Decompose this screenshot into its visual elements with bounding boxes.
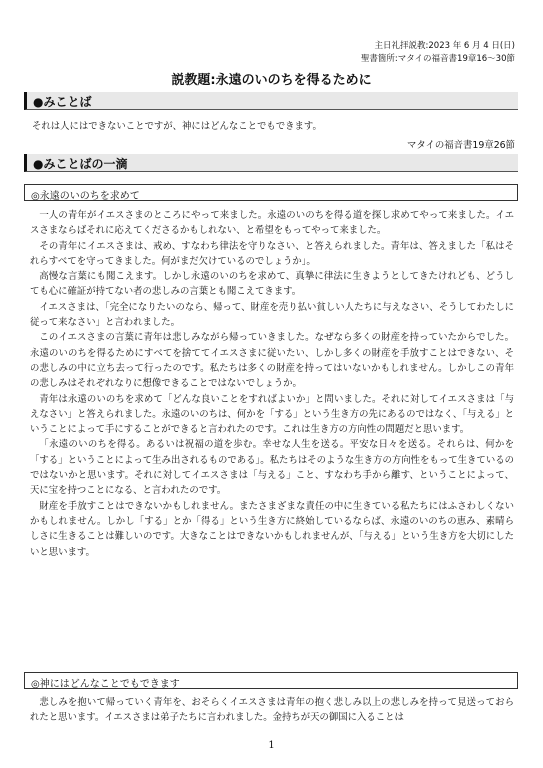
scripture-reference: 聖書箇所:マタイの福音書19章16～30節 bbox=[360, 54, 515, 64]
paragraph: このイエスさまの言葉に青年は悲しみながら帰っていきました。なぜなら多くの財産を持っていたからでした。永遠のいのちを得るためにすべてを捨ててイエスさまに従いたい、しかし多くの財産を手放すことはできない、その悲しみの中に立ち去って行ったのです。私たちは多くの財産を持ってはいないかもしれません。しかしこの青年の悲しみはそれぞれなりに想像できることではないでしょうか。 bbox=[30, 332, 514, 390]
section-heading-drop-label: ●みことばの一滴 bbox=[33, 157, 128, 171]
key-verse: それは人にはできないことですが、神にはどんなことでもできます。 bbox=[32, 121, 322, 132]
sermon-title: 説教題:永遠のいのちを得るために bbox=[171, 73, 372, 88]
subheading-god-can-do bbox=[24, 672, 518, 689]
paragraph: 財産を手放すことはできないかもしれません。またさまざまな責任の中に生きている私たちにはふさわしくないかもしれません。しかし「する」とか「得る」という生き方に終始しているならば、永遠のいのちの恵み、素晴らしさに生きることは難しいのです。大きなことはできないかもしれませんが、「与える」という生き方を大切にしたいと思います。 bbox=[30, 500, 514, 558]
paragraph: 悲しみを抱いて帰っていく青年を、おそらくイエスさまは青年の抱く悲しみ以上の悲しみを持って見送っておられたと思います。イエスさまは弟子たちに言われました。金持ちが天の御国に入ることは bbox=[30, 697, 514, 724]
section-heading-word bbox=[24, 92, 518, 110]
section-heading-word-label: ●みことば bbox=[33, 95, 92, 109]
subheading-eternal-life-label: ◎永遠のいのちを求めて bbox=[31, 191, 140, 202]
paragraph: 高慢な言葉にも聞こえます。しかし永遠のいのちを求めて、真摯に律法に生きようとしてきたけれども、どうしても心に確証が持てない者の悲しみの言葉とも聞こえてきます。 bbox=[30, 271, 514, 298]
paragraph: 「永遠のいのちを得る。あるいは祝福の道を歩む。幸せな人生を送る。平安な日々を送る。それらは、何かを「する」ということによって生み出されるものである」。私たちはそのような生き方の方向性をもって生きているのではないかと思います。それに対してイエスさまは「与える」こと、すなわち手から離す、ということによって、天に宝を持つことになる、と言われたのです。 bbox=[30, 439, 514, 497]
sermon-date: 主日礼拝説教:2023 年 6 月 4 日(日) bbox=[374, 41, 515, 51]
subheading-eternal-life bbox=[24, 184, 518, 201]
paragraph: その青年にイエスさまは、戒め、すなわち律法を守りなさい、と答えられました。青年は、答えました「私はそれらすべてを守ってきました。何がまだ欠けているのでしょうか」。 bbox=[30, 240, 514, 267]
sermon-body-2 bbox=[30, 695, 514, 726]
sermon-body-1 bbox=[30, 208, 514, 560]
page-number: 1 bbox=[268, 740, 275, 751]
paragraph: 青年は永遠のいのちを求めて「どんな良いことをすればよいか」と問いました。それに対してイエスさまは「与えなさい」と答えられました。永遠のいのちは、何かを「する」という生き方の先にあるのではなく、「与える」ということによって手にすることができると言われたのです。これは生き方の方向性の問題だと思います。 bbox=[30, 393, 514, 436]
subheading-god-can-do-label: ◎神にはどんなことでもできます bbox=[31, 679, 180, 690]
paragraph: イエスさまは、「完全になりたいのなら、帰って、財産を売り払い貧しい人たちに与えなさい、そうしてわたしに従って来なさい」と言われました。 bbox=[30, 301, 514, 329]
section-heading-drop bbox=[24, 154, 518, 172]
paragraph: 一人の青年がイエスさまのところにやって来ました。永遠のいのちを得る道を探し求めてやって来ました。イエスさまならばそれに応えてくださるかもしれない、と希望をもってやって来ました。 bbox=[30, 210, 514, 237]
key-verse-reference: マタイの福音書19章26節 bbox=[406, 140, 515, 151]
